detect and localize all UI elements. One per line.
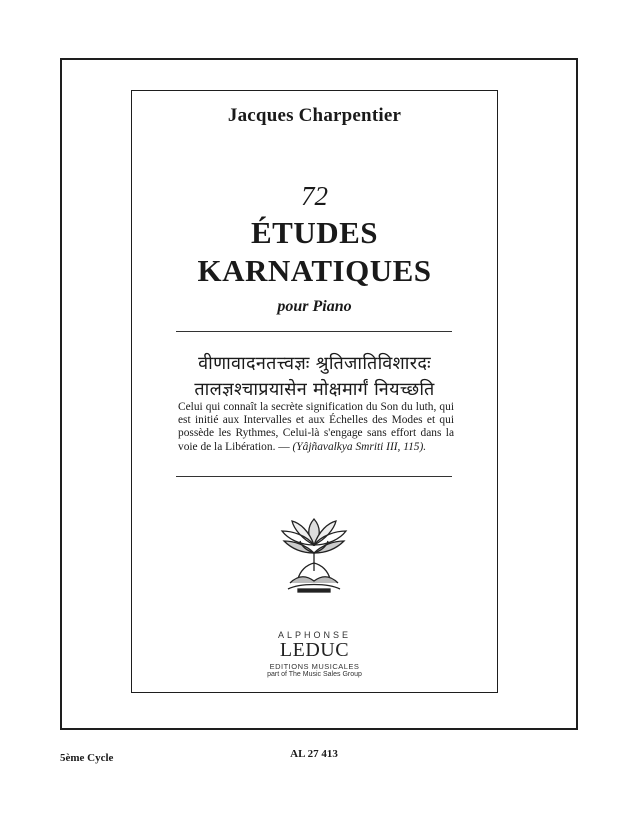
sanskrit-verse-line-2: तालज्ञश्चाप्रयासेन मोक्षमार्गं नियच्छति bbox=[194, 379, 435, 400]
divider-bottom bbox=[176, 476, 452, 477]
publisher-editions: EDITIONS MUSICALES bbox=[269, 662, 360, 671]
footer-catalog-number: AL 27 413 bbox=[290, 748, 338, 760]
publisher-group: part of The Music Sales Group bbox=[267, 671, 362, 678]
cover-panel bbox=[131, 90, 498, 693]
divider-top bbox=[176, 331, 452, 332]
footer-cycle: 5ème Cycle bbox=[60, 752, 114, 764]
publisher-leduc: LEDUC bbox=[279, 639, 350, 661]
publisher-alphonse: ALPHONSE bbox=[277, 630, 352, 640]
lotus-icon bbox=[280, 513, 348, 593]
subtitle: pour Piano bbox=[277, 298, 352, 315]
quote-citation: (Yâjñavalkya Smriti III, 115). bbox=[292, 440, 427, 453]
sanskrit-verse-line-1: वीणावादनतत्त्वज्ञः श्रुतिजातिविशारदः bbox=[198, 353, 431, 374]
composer-name: Jacques Charpentier bbox=[227, 105, 402, 126]
etude-count: 72 bbox=[301, 181, 328, 211]
quote-translation bbox=[178, 401, 454, 454]
title-line-2: KARNATIQUES bbox=[197, 253, 432, 288]
title-line-1: ÉTUDES bbox=[250, 215, 379, 250]
quote-text: Celui qui connaît la secrète signification du Son du luth, qui est initié aux Intervalles et aux Échelles des Modes et qui possède les Rythmes, Celui-là s'engage sans effort dans la voie de la Libération. — bbox=[178, 401, 454, 453]
